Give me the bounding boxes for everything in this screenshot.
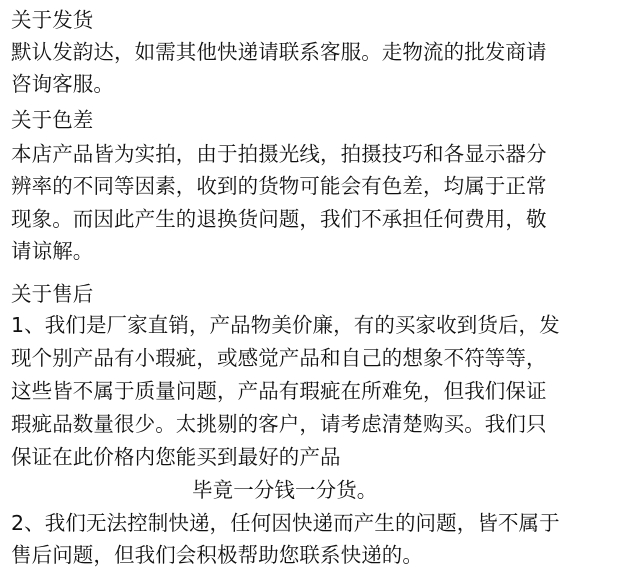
color-diff-text-line: 本店产品皆为实拍，由于拍摄光线，拍摄技巧和各显示器分 [11, 142, 547, 166]
after-sales-heading: 关于售后 [11, 282, 94, 306]
after-sales-centered-line: 毕竟一分钱一分货。 [192, 478, 378, 502]
shipping-text-line: 咨询客服。 [11, 72, 114, 96]
color-diff-text-line: 辨率的不同等因素，收到的货物可能会有色差，均属于正常 [11, 174, 547, 198]
shipping-heading: 关于发货 [11, 8, 94, 32]
color-diff-heading: 关于色差 [11, 108, 94, 132]
after-sales-text-line: 保证在此价格内您能买到最好的产品 [11, 445, 341, 469]
after-sales-text-line: 1、我们是厂家直销，产品物美价廉，有的买家收到货后，发 [11, 313, 560, 337]
color-diff-text-line: 现象。而因此产生的退换货问题，我们不承担任何费用，敬 [11, 207, 547, 231]
after-sales-text-line: 2、我们无法控制快递，任何因快递而产生的问题，皆不属于 [11, 511, 560, 535]
after-sales-text-line: 现个别产品有小瑕疵，或感觉产品和自己的想象不符等等， [11, 346, 547, 370]
color-diff-text-line: 请谅解。 [11, 239, 94, 263]
shipping-text-line: 默认发韵达，如需其他快递请联系客服。走物流的批发商请 [11, 40, 547, 64]
after-sales-text-line: 这些皆不属于质量问题，产品有瑕疵在所难免，但我们保证 [11, 379, 547, 403]
after-sales-text-line: 售后问题，但我们会积极帮助您联系快递的。 [11, 543, 423, 567]
after-sales-text-line: 瑕疵品数量很少。太挑剔的客户，请考虑清楚购买。我们只 [11, 412, 547, 436]
